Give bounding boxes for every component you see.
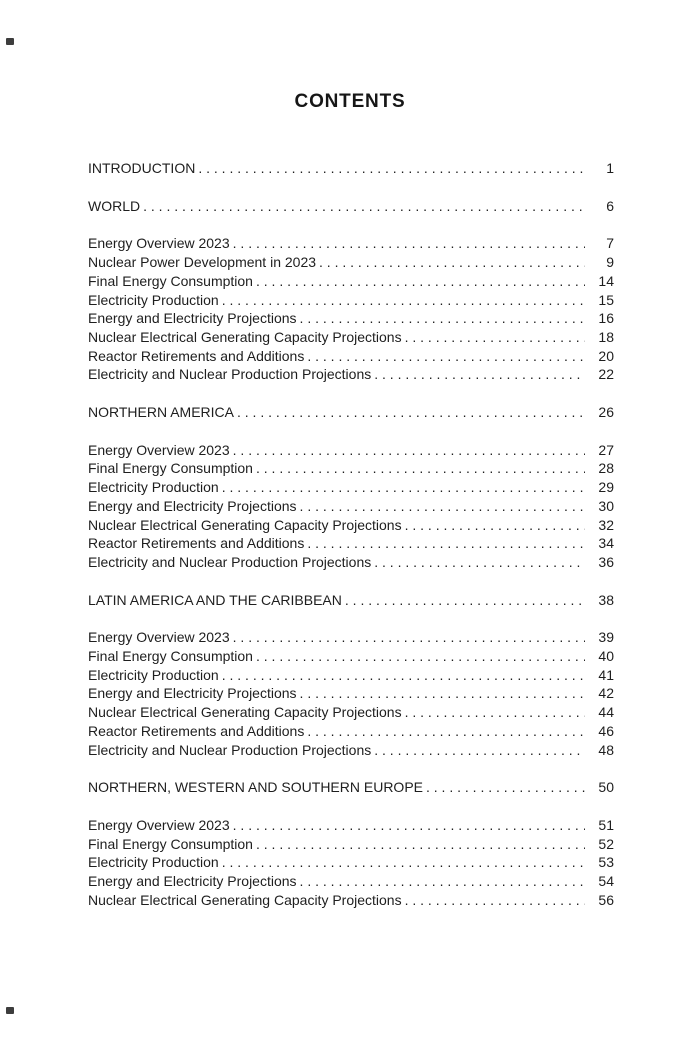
toc-entry [88, 459, 614, 478]
toc-entry-page: 32 [598, 516, 614, 533]
toc-entry [88, 478, 614, 497]
toc-section-entry [88, 778, 614, 797]
toc-entry [88, 647, 614, 666]
toc-dot-leader [300, 872, 585, 891]
toc-dot-leader [405, 328, 585, 347]
toc-entry-page: 7 [606, 235, 614, 252]
toc-entry-label: Reactor Retirements and Additions [88, 347, 305, 364]
toc-dot-leader [256, 459, 585, 478]
toc-dot-leader [374, 365, 585, 384]
toc-entry-page: 28 [598, 460, 614, 477]
toc-entry [88, 891, 614, 910]
toc-dot-leader [307, 534, 585, 553]
toc-entry [88, 722, 614, 741]
toc-dot-leader [374, 553, 585, 572]
toc-entry-label: Reactor Retirements and Additions [88, 722, 305, 739]
toc-dot-leader [300, 684, 585, 703]
toc-entry-page: 29 [598, 479, 614, 496]
toc-entry-page: 22 [598, 366, 614, 383]
toc-entry [88, 684, 614, 703]
toc-dot-leader [405, 891, 585, 910]
toc-entry [88, 741, 614, 760]
toc-entry-label: Electricity and Nuclear Production Projections [88, 553, 372, 570]
toc-entry-label: NORTHERN, WESTERN AND SOUTHERN EUROPE [88, 779, 423, 796]
toc-dot-leader [233, 234, 585, 253]
toc-dot-leader [233, 441, 585, 460]
toc-dot-leader [233, 628, 585, 647]
toc-entry [88, 328, 614, 347]
toc-entry-page: 18 [598, 328, 614, 345]
toc-entry-label: Energy Overview 2023 [88, 235, 230, 252]
toc-dot-leader [307, 722, 585, 741]
toc-block [88, 778, 614, 797]
toc-entry-page: 42 [598, 685, 614, 702]
toc [88, 159, 614, 929]
toc-entry [88, 534, 614, 553]
toc-entry [88, 253, 614, 272]
toc-dot-leader [222, 853, 585, 872]
toc-entry [88, 666, 614, 685]
toc-entry [88, 497, 614, 516]
toc-entry [88, 441, 614, 460]
toc-entry-label: Final Energy Consumption [88, 648, 253, 665]
toc-entry [88, 835, 614, 854]
toc-entry-page: 51 [598, 816, 614, 833]
toc-dot-leader [237, 403, 585, 422]
toc-entry-label: Nuclear Electrical Generating Capacity Projections [88, 328, 402, 345]
toc-entry-page: 48 [598, 741, 614, 758]
toc-block [88, 591, 614, 610]
toc-entry [88, 347, 614, 366]
toc-entry-label: Energy and Electricity Projections [88, 497, 297, 514]
toc-entry-label: WORLD [88, 197, 141, 214]
toc-block [88, 159, 614, 178]
toc-dot-leader [319, 253, 585, 272]
toc-entry [88, 291, 614, 310]
toc-dot-leader [256, 272, 585, 291]
toc-entry-page: 14 [598, 272, 614, 289]
toc-entry-label: Electricity and Nuclear Production Projections [88, 366, 372, 383]
toc-entry-label: Electricity Production [88, 291, 219, 308]
toc-dot-leader [143, 197, 585, 216]
toc-entry-label: Energy Overview 2023 [88, 816, 230, 833]
toc-dot-leader [233, 816, 585, 835]
toc-entry-label: Energy and Electricity Projections [88, 310, 297, 327]
toc-entry-page: 34 [598, 535, 614, 552]
toc-dot-leader [405, 703, 585, 722]
toc-dot-leader [374, 741, 585, 760]
toc-dot-leader [222, 291, 585, 310]
toc-entry-label: Nuclear Electrical Generating Capacity Projections [88, 891, 402, 908]
toc-entry-page: 9 [606, 254, 614, 271]
toc-section-entry [88, 197, 614, 216]
toc-entry-label: Energy and Electricity Projections [88, 685, 297, 702]
toc-entry-label: Nuclear Electrical Generating Capacity Projections [88, 516, 402, 533]
toc-entry [88, 553, 614, 572]
toc-block [88, 628, 614, 759]
toc-block [88, 816, 614, 910]
toc-dot-leader [345, 591, 585, 610]
toc-entry [88, 703, 614, 722]
toc-dot-leader [307, 347, 585, 366]
toc-entry-page: 44 [598, 704, 614, 721]
toc-entry-page: 15 [598, 291, 614, 308]
toc-entry-page: 54 [598, 873, 614, 890]
toc-entry-page: 39 [598, 629, 614, 646]
toc-entry-page: 41 [598, 666, 614, 683]
toc-block [88, 441, 614, 572]
toc-entry-label: Electricity Production [88, 666, 219, 683]
toc-dot-leader [405, 516, 585, 535]
toc-dot-leader [300, 497, 585, 516]
toc-entry-label: Reactor Retirements and Additions [88, 535, 305, 552]
toc-entry-label: Energy Overview 2023 [88, 441, 230, 458]
toc-dot-leader [256, 647, 585, 666]
toc-entry-page: 26 [598, 404, 614, 421]
toc-entry [88, 872, 614, 891]
toc-dot-leader [300, 309, 585, 328]
toc-entry-label: Final Energy Consumption [88, 272, 253, 289]
toc-entry [88, 516, 614, 535]
toc-entry [88, 816, 614, 835]
toc-entry-label: Final Energy Consumption [88, 835, 253, 852]
toc-entry-page: 38 [598, 591, 614, 608]
toc-entry-page: 27 [598, 441, 614, 458]
toc-entry-page: 1 [606, 160, 614, 176]
toc-entry-label: Nuclear Power Development in 2023 [88, 254, 317, 271]
toc-entry-label: Energy and Electricity Projections [88, 873, 297, 890]
toc-entry [88, 628, 614, 647]
toc-entry-page: 52 [598, 835, 614, 852]
toc-entry-label: LATIN AMERICA AND THE CARIBBEAN [88, 591, 342, 608]
toc-entry-label: NORTHERN AMERICA [88, 404, 234, 421]
toc-entry-page: 6 [606, 197, 614, 214]
toc-entry-page: 53 [598, 854, 614, 871]
toc-entry-label: Electricity Production [88, 854, 219, 871]
toc-entry-page: 30 [598, 497, 614, 514]
toc-dot-leader [426, 778, 585, 797]
toc-entry-page: 36 [598, 553, 614, 570]
toc-block [88, 403, 614, 422]
toc-entry-label: Energy Overview 2023 [88, 629, 230, 646]
toc-entry-label: Nuclear Electrical Generating Capacity Projections [88, 704, 402, 721]
toc-section-entry [88, 403, 614, 422]
toc-dot-leader [256, 835, 585, 854]
scan-artifact-bottom-mark [6, 1007, 14, 1014]
toc-entry-page: 40 [598, 648, 614, 665]
toc-entry-page: 20 [598, 347, 614, 364]
toc-entry [88, 365, 614, 384]
toc-dot-leader [222, 666, 585, 685]
toc-entry [88, 309, 614, 328]
toc-dot-leader [198, 159, 585, 178]
toc-entry-label: Electricity Production [88, 479, 219, 496]
toc-entry-label: Final Energy Consumption [88, 460, 253, 477]
toc-entry [88, 234, 614, 253]
toc-entry-page: 50 [598, 779, 614, 796]
page-title: CONTENTS [294, 91, 406, 112]
toc-entry [88, 272, 614, 291]
toc-entry-page: 56 [598, 891, 614, 908]
toc-entry-label: Electricity and Nuclear Production Projections [88, 741, 372, 758]
toc-entry-page: 16 [598, 310, 614, 327]
toc-block [88, 234, 614, 384]
scan-artifact-top-mark [6, 38, 14, 45]
toc-entry-label: INTRODUCTION [88, 160, 196, 176]
toc-section-entry [88, 159, 614, 178]
toc-entry [88, 853, 614, 872]
toc-dot-leader [222, 478, 585, 497]
toc-entry-page: 46 [598, 722, 614, 739]
toc-block [88, 197, 614, 216]
toc-section-entry [88, 591, 614, 610]
